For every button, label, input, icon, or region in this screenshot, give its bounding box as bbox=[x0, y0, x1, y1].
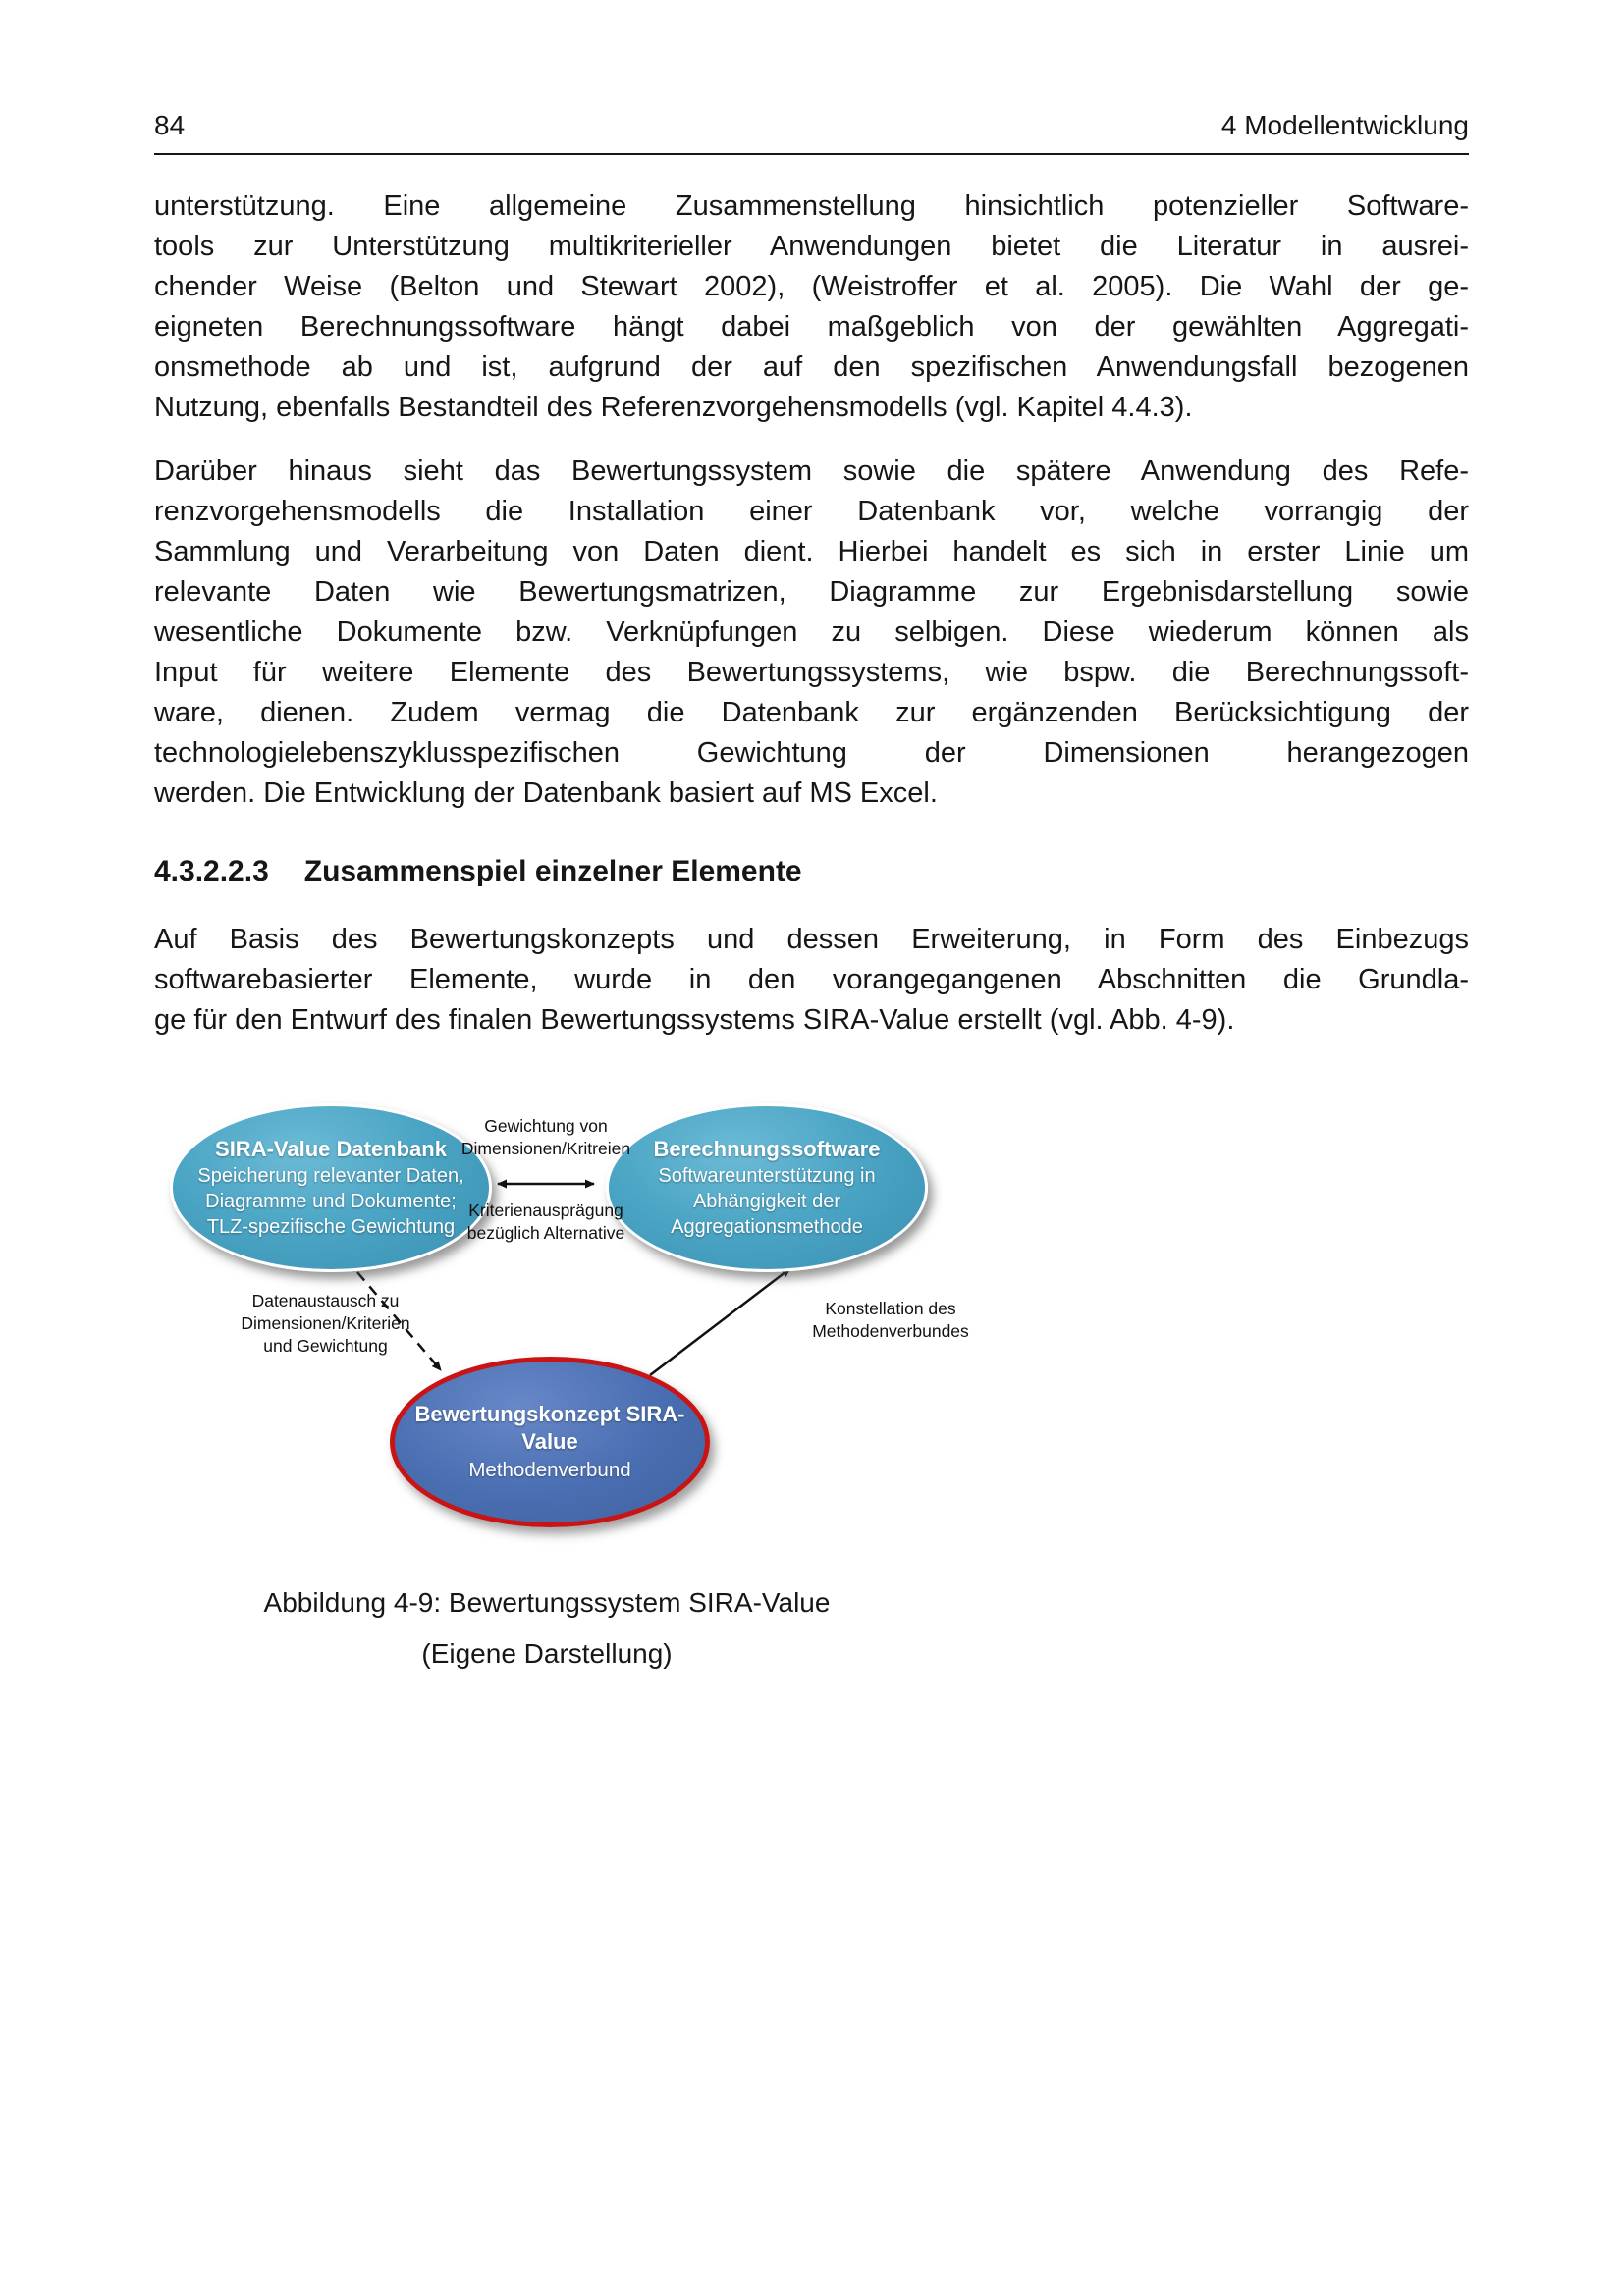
paragraph-1 bbox=[154, 187, 1469, 428]
text-line: Nutzung, ebenfalls Bestandteil des Referenzvorgehensmodells (vgl. Kapitel 4.4.3). bbox=[154, 392, 1193, 423]
page-content bbox=[154, 110, 1469, 1673]
text-line: werden. Die Entwicklung der Datenbank basiert auf MS Excel. bbox=[154, 777, 938, 809]
node-text-line: TLZ-spezifische Gewichtung bbox=[206, 1216, 456, 1238]
label-line: und Gewichtung bbox=[263, 1336, 388, 1356]
node-title: Berechnungssoftware bbox=[653, 1137, 881, 1161]
section-number: 4.3.2.2.3 bbox=[154, 855, 269, 887]
label-line: Datenaustausch zu bbox=[251, 1291, 400, 1310]
node-title: SIRA-Value Datenbank bbox=[215, 1137, 447, 1161]
paragraph-3 bbox=[154, 920, 1469, 1041]
label-gewichtung bbox=[441, 1115, 651, 1160]
text-line: wesentliche Dokumente bzw. Verknüpfungen zu selbigen. Diese wiederum können als bbox=[154, 616, 1469, 648]
node-title: Bewertungskonzept SIRA- bbox=[414, 1402, 685, 1426]
node-berechnungssoftware bbox=[606, 1103, 928, 1272]
text-line: ge für den Entwurf des finalen Bewertungssystems SIRA-Value erstellt (vgl. Abb. 4-9). bbox=[154, 1004, 1235, 1036]
node-text-line: Abhängigkeit der bbox=[692, 1191, 841, 1212]
label-datenaustausch bbox=[225, 1290, 426, 1358]
caption-line-1: Abbildung 4-9: Bewertungssystem SIRA-Value bbox=[263, 1587, 831, 1618]
text-line: technologielebenszyklusspezifischen Gewichtung der Dimensionen herangezogen bbox=[154, 737, 1469, 769]
text-line: chender Weise (Belton und Stewart 2002), (Weistroffer et al. 2005). Die Wahl der ge- bbox=[154, 271, 1469, 302]
line-concept-to-software bbox=[650, 1268, 790, 1375]
section-heading bbox=[154, 851, 1469, 892]
label-kriterienauspraegung bbox=[441, 1200, 651, 1245]
label-line: bezüglich Alternative bbox=[466, 1223, 625, 1243]
text-line: unterstützung. Eine allgemeine Zusammenstellung hinsichtlich potenzieller Software- bbox=[154, 190, 1469, 222]
node-title: Value bbox=[521, 1429, 578, 1454]
text-line: ware, dienen. Zudem vermag die Datenbank zur ergänzenden Berücksichtigung der bbox=[154, 697, 1469, 728]
label-konstellation bbox=[773, 1298, 1008, 1343]
label-line: Methodenverbundes bbox=[812, 1321, 969, 1341]
text-line: onsmethode ab und ist, aufgrund der auf den spezifischen Anwendungsfall bezogenen bbox=[154, 351, 1469, 383]
text-line: renzvorgehensmodells die Installation einer Datenbank vor, welche vorrangig der bbox=[154, 496, 1469, 527]
node-subtitle: Methodenverbund bbox=[468, 1459, 631, 1481]
chapter-title: 4 Modellentwicklung bbox=[1220, 110, 1469, 140]
figure-caption bbox=[154, 1584, 940, 1673]
page-number: 84 bbox=[154, 110, 186, 140]
page-header bbox=[154, 110, 1469, 155]
text-line: tools zur Unterstützung multikriterieller Anwendungen bietet die Literatur in ausrei- bbox=[154, 231, 1469, 262]
label-line: Dimensionen/Kritreien bbox=[460, 1139, 631, 1158]
node-text-line: Softwareunterstützung in bbox=[658, 1165, 876, 1187]
section-title: Zusammenspiel einzelner Elemente bbox=[303, 855, 802, 887]
text-line: relevante Daten wie Bewertungsmatrizen, Diagramme zur Ergebnisdarstellung sowie bbox=[154, 576, 1469, 608]
caption-line-2: (Eigene Darstellung) bbox=[421, 1638, 673, 1669]
text-line: Darüber hinaus sieht das Bewertungssystem sowie die spätere Anwendung des Refe- bbox=[154, 455, 1469, 487]
paragraph-2 bbox=[154, 452, 1469, 814]
text-line: Auf Basis des Bewertungskonzepts und dessen Erweiterung, in Form des Einbezugs bbox=[154, 924, 1469, 955]
label-line: Gewichtung von bbox=[484, 1116, 608, 1136]
text-line: Sammlung und Verarbeitung von Daten dient. Hierbei handelt es sich in erster Linie um bbox=[154, 536, 1469, 567]
text-line: Input für weitere Elemente des Bewertungssystems, wie bspw. die Berechnungssoft- bbox=[154, 657, 1469, 688]
label-line: Kriterienausprägung bbox=[468, 1201, 623, 1220]
figure-4-9 bbox=[154, 1086, 1469, 1547]
node-text-line: Speicherung relevanter Daten, bbox=[197, 1165, 464, 1187]
node-text-line: Aggregationsmethode bbox=[671, 1216, 863, 1238]
node-bewertungskonzept-sira-value bbox=[390, 1357, 710, 1527]
label-line: Dimensionen/Kriterien bbox=[241, 1313, 410, 1333]
node-text-line: Diagramme und Dokumente; bbox=[205, 1191, 457, 1212]
label-line: Konstellation des bbox=[825, 1299, 956, 1318]
text-line: eigneten Berechnungssoftware hängt dabei maßgeblich von der gewählten Aggregati- bbox=[154, 311, 1469, 343]
text-line: softwarebasierter Elemente, wurde in den vorangegangenen Abschnitten die Grundla- bbox=[154, 964, 1469, 995]
